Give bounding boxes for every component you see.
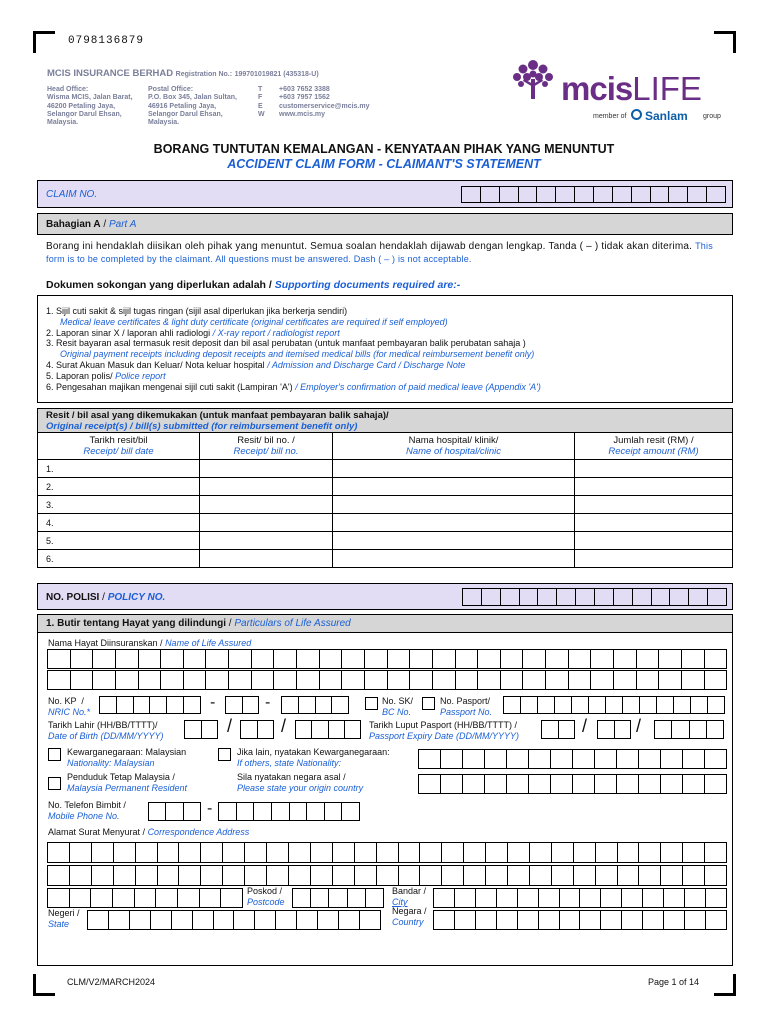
- passport-expiry-month-input[interactable]: [597, 720, 631, 739]
- group-text: group: [703, 113, 721, 120]
- postal-office-address: Postal Office: P.O. Box 345, Jalan Sultan, 46916 Petaling Jaya, Selangor Darul Ehsan, Malaysia.: [148, 86, 237, 127]
- doc-item: 3. Resit bayaran asal termasuk resit deposit dan bil asal perubatan (untuk manfaat pembayaran balik perubatan sahaja ): [46, 338, 526, 349]
- passport-expiry-slash: /: [582, 716, 588, 736]
- form-code: CLM/V2/MARCH2024: [67, 977, 156, 987]
- contact-keys: T F E W: [258, 86, 265, 118]
- life-assured-name-input-row2[interactable]: [47, 670, 727, 690]
- mobile-number-input[interactable]: [218, 802, 360, 821]
- part-a-bar: Bahagian A / Part A: [37, 213, 733, 235]
- corner-mark-bottom-left: [33, 974, 55, 996]
- permanent-resident-label: Penduduk Tetap Malaysia / Malaysia Permanent Resident: [67, 772, 188, 793]
- mobile-dash: -: [207, 800, 213, 817]
- registration-number: 199701019821 (435318-U): [234, 71, 319, 78]
- member-of-text: member of: [593, 113, 627, 120]
- page-number: Page 1 of 14: [648, 977, 700, 987]
- permanent-resident-checkbox[interactable]: [48, 777, 61, 790]
- supporting-docs-box: [37, 295, 733, 403]
- country-input[interactable]: [433, 910, 727, 930]
- contact-values: +603 7652 3388 +603 7957 1562 customerservice@mcis.my www.mcis.my: [279, 86, 370, 118]
- nric-dash: -: [265, 694, 271, 711]
- supporting-docs-list: [46, 306, 726, 392]
- nric-part3-input[interactable]: [281, 696, 349, 714]
- corner-mark-top-left: [33, 31, 55, 53]
- address-input-row2[interactable]: [47, 865, 727, 886]
- origin-country-input[interactable]: [418, 774, 727, 794]
- doc-item: 5. Laporan polis/ Police report: [46, 370, 166, 381]
- postcode-input[interactable]: [292, 888, 384, 908]
- doc-item: 4. Surat Akuan Masuk dan Keluar/ Nota keluar hospital / Admission and Discharge Card / Discharge Note: [46, 359, 466, 370]
- country-label: Negara / Country: [392, 906, 427, 927]
- table-row: 1.: [38, 460, 733, 478]
- other-nationality-input[interactable]: [418, 749, 727, 769]
- corner-mark-top-right: [714, 31, 736, 53]
- passport-expiry-year-input[interactable]: [654, 720, 724, 739]
- claim-no-input[interactable]: [461, 186, 726, 203]
- doc-item: 1. Sijil cuti sakit & sijil tugas ringan (sijil asal diperlukan jika berkerja sendiri): [46, 306, 348, 316]
- receipt-heading: Resit / bil asal yang dikemukakan (untuk manfaat pembayaran balik sahaja)/ Original receipt(s) / bill(s) submitted (for reimbursement benefit only): [37, 408, 733, 432]
- doc-item: 2. Laporan sinar X / laporan ahli radiologi / X-ray report / radiologist report: [46, 327, 340, 338]
- bc-no-checkbox[interactable]: [365, 697, 378, 710]
- address-input-row3[interactable]: [47, 888, 243, 908]
- city-input[interactable]: [433, 888, 727, 908]
- city-label: Bandar / City: [392, 886, 427, 907]
- title-malay: BORANG TUNTUTAN KEMALANGAN - KENYATAAN PIHAK YANG MENUNTUT: [153, 142, 615, 156]
- table-row: 3.: [38, 496, 733, 514]
- table-row: 2.: [38, 478, 733, 496]
- address-label: Alamat Surat Menyurat / Correspondence Address: [48, 827, 250, 837]
- tree-icon: [509, 57, 557, 105]
- doc-item-en: Original payment receipts including deposit receipts and itemised medical bills (for medical reimbursement benefit only): [60, 349, 535, 360]
- dob-day-input[interactable]: [184, 720, 218, 739]
- brand-name: mcisLIFE: [561, 70, 702, 107]
- company-name: MCIS INSURANCE BERHAD: [47, 68, 174, 79]
- claim-no-label: CLAIM NO.: [46, 189, 98, 200]
- sanlam-name: Sanlam: [645, 109, 688, 123]
- state-input[interactable]: [87, 910, 381, 930]
- origin-country-label: Sila nyatakan negara asal / Please state your origin country: [237, 772, 364, 793]
- table-row: 6.: [38, 550, 733, 568]
- other-nationality-label: Jika lain, nyatakan Kewarganegaraan: If others, state Nationality:: [237, 747, 390, 768]
- title-english: ACCIDENT CLAIM FORM - CLAIMANT'S STATEMENT: [227, 157, 541, 171]
- section-1-bar: 1. Butir tentang Hayat yang dilindungi / Particulars of Life Assured: [37, 614, 733, 633]
- passport-checkbox[interactable]: [422, 697, 435, 710]
- passport-expiry-day-input[interactable]: [541, 720, 575, 739]
- intro-text: Borang ini hendaklah diisikan oleh pihak yang menuntut. Semua soalan hendaklah dijawab dengan lengkap. Tanda ( – ) tidak akan diterima. This form is to be completed by the claimant. All questions must be answered. Dash ( – ) is not acceptable.: [46, 241, 713, 264]
- address-input-row1[interactable]: [47, 842, 727, 863]
- dob-slash: /: [227, 716, 233, 736]
- nationality-label: Kewarganegaraan: Malaysian Nationality: Malaysian: [67, 747, 187, 768]
- registration-label: Registration No.:: [175, 71, 233, 78]
- table-row: 4.: [38, 514, 733, 532]
- postcode-label: Poskod / Postcode: [247, 886, 285, 907]
- dob-year-input[interactable]: [295, 720, 361, 739]
- policy-no-bar: NO. POLISI / POLICY NO.: [37, 583, 733, 610]
- passport-label: No. Pasport/ Passport No.: [440, 696, 493, 717]
- dob-month-input[interactable]: [240, 720, 274, 739]
- mobile-label: No. Telefon Bimbit / Mobile Phone No.: [48, 800, 126, 821]
- passport-expiry-slash: /: [636, 716, 642, 736]
- doc-item: 6. Pengesahan majikan mengenai sijil cuti sakit (Lampiran 'A') / Employer's confirmation of paid medical leave (Appendix 'A'): [46, 381, 541, 392]
- passport-no-input[interactable]: [503, 696, 725, 714]
- passport-expiry-label: Tarikh Luput Pasport (HH/BB/TTTT) / Passport Expiry Date (DD/MM/YYYY): [369, 720, 520, 741]
- table-row: 5.: [38, 532, 733, 550]
- state-label: Negeri / State: [48, 908, 80, 929]
- life-assured-name-input-row1[interactable]: [47, 649, 727, 669]
- corner-mark-bottom-right: [714, 974, 736, 996]
- mcis-life-logo: [509, 57, 729, 129]
- doc-item-en: Medical leave certificates & light duty certificate (original certificates are required if self employed): [60, 316, 448, 327]
- dob-label: Tarikh Lahir (HH/BB/TTTT)/ Date of Birth (DD/MM/YYYY): [48, 720, 164, 741]
- nationality-malaysian-checkbox[interactable]: [48, 748, 61, 761]
- supporting-docs-heading: Dokumen sokongan yang diperlukan adalah / Supporting documents required are:-: [46, 279, 461, 291]
- mobile-prefix-input[interactable]: [148, 802, 201, 821]
- company-header: [47, 68, 319, 79]
- other-nationality-checkbox[interactable]: [218, 748, 231, 761]
- receipt-table: [37, 432, 733, 568]
- head-office-address: Head Office: Wisma MCIS, Jalan Barat, 46200 Petaling Jaya, Selangor Darul Ehsan, Malaysia.: [47, 86, 133, 127]
- receipt-header-row: Tarikh resit/bil Receipt/ bill date Resit/ bil no. / Receipt/ bill no. Nama hospital/ klinik/ Name of hospital/clinic Jumlah resit (RM) / Receipt amount (RM): [38, 433, 733, 460]
- nric-label: No. KP / NRIC No.*: [48, 696, 91, 717]
- nric-part2-input[interactable]: [225, 696, 259, 714]
- nric-part1-input[interactable]: [99, 696, 201, 714]
- bc-no-label: No. SK/ BC No.: [382, 696, 414, 717]
- document-number: 0798136879: [68, 35, 145, 47]
- sanlam-icon: [631, 109, 642, 120]
- life-assured-name-label: Nama Hayat Diinsuranskan / Name of Life Assured: [48, 638, 252, 648]
- dob-slash: /: [281, 716, 287, 736]
- nric-dash: -: [210, 694, 216, 711]
- policy-no-input[interactable]: [462, 588, 727, 606]
